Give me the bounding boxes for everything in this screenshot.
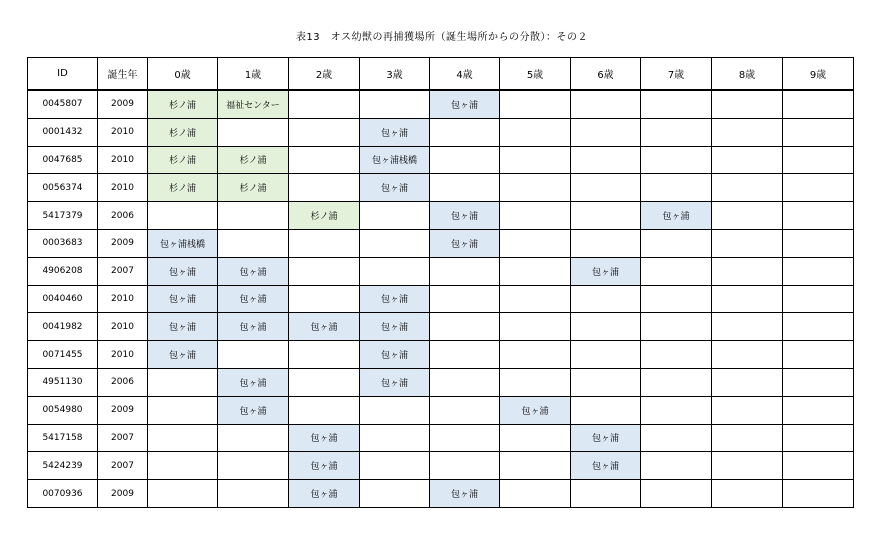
location-cell: 杉ノ浦 <box>148 90 218 118</box>
location-cell <box>641 368 712 396</box>
table-row <box>28 424 854 452</box>
location-cell <box>571 229 641 257</box>
location-cell: 包ヶ浦 <box>430 90 500 118</box>
column-header: 3歳 <box>360 58 430 91</box>
location-cell: 包ヶ浦 <box>430 229 500 257</box>
table-row <box>28 368 854 396</box>
column-header: 誕生年 <box>98 58 148 91</box>
location-cell: 包ヶ浦 <box>500 396 571 424</box>
location-cell <box>430 396 500 424</box>
location-cell <box>783 90 854 118</box>
column-header: 5歳 <box>500 58 571 91</box>
location-cell <box>218 424 289 452</box>
location-cell <box>500 174 571 202</box>
location-cell <box>289 368 360 396</box>
location-cell <box>783 452 854 480</box>
column-header: ID <box>28 58 98 91</box>
location-cell <box>712 146 783 174</box>
birth-year-cell: 2010 <box>98 285 148 313</box>
location-cell <box>500 480 571 508</box>
location-cell: 包ヶ浦 <box>641 202 712 230</box>
location-cell <box>783 368 854 396</box>
location-cell <box>289 257 360 285</box>
location-cell <box>712 313 783 341</box>
location-cell <box>148 396 218 424</box>
location-cell <box>783 424 854 452</box>
id-cell: 5417379 <box>28 202 98 230</box>
location-cell <box>783 257 854 285</box>
location-cell <box>712 424 783 452</box>
location-cell <box>218 202 289 230</box>
location-cell <box>641 257 712 285</box>
location-cell <box>712 90 783 118</box>
birth-year-cell: 2010 <box>98 313 148 341</box>
table-row <box>28 146 854 174</box>
table-row <box>28 90 854 118</box>
location-cell <box>218 229 289 257</box>
location-cell: 包ヶ浦桟橋 <box>148 229 218 257</box>
location-cell <box>571 118 641 146</box>
location-cell: 包ヶ浦 <box>218 285 289 313</box>
location-cell <box>430 257 500 285</box>
birth-year-cell: 2007 <box>98 452 148 480</box>
location-cell <box>500 368 571 396</box>
location-cell: 包ヶ浦 <box>360 285 430 313</box>
location-cell <box>641 146 712 174</box>
column-header: 7歳 <box>641 58 712 91</box>
location-cell <box>218 452 289 480</box>
location-cell: 包ヶ浦桟橋 <box>360 146 430 174</box>
id-cell: 0041982 <box>28 313 98 341</box>
location-cell: 包ヶ浦 <box>571 257 641 285</box>
location-cell <box>500 313 571 341</box>
location-cell <box>148 452 218 480</box>
location-cell <box>783 396 854 424</box>
location-cell <box>641 285 712 313</box>
table-row <box>28 174 854 202</box>
location-cell <box>218 480 289 508</box>
location-cell: 包ヶ浦 <box>360 118 430 146</box>
location-cell <box>360 202 430 230</box>
location-cell <box>571 285 641 313</box>
location-cell <box>148 368 218 396</box>
location-cell <box>571 396 641 424</box>
location-cell <box>360 90 430 118</box>
location-cell <box>641 396 712 424</box>
id-cell: 5417158 <box>28 424 98 452</box>
location-cell <box>500 285 571 313</box>
location-cell <box>783 202 854 230</box>
location-cell <box>500 341 571 369</box>
location-cell <box>783 229 854 257</box>
location-cell <box>500 257 571 285</box>
id-cell: 0071455 <box>28 341 98 369</box>
location-cell: 杉ノ浦 <box>289 202 360 230</box>
location-cell <box>783 285 854 313</box>
table-body <box>28 90 854 507</box>
location-cell <box>430 424 500 452</box>
location-cell <box>289 285 360 313</box>
birth-year-cell: 2007 <box>98 257 148 285</box>
recapture-table <box>27 57 854 508</box>
location-cell: 包ヶ浦 <box>148 285 218 313</box>
location-cell <box>500 424 571 452</box>
location-cell <box>360 229 430 257</box>
birth-year-cell: 2009 <box>98 396 148 424</box>
location-cell: 包ヶ浦 <box>360 174 430 202</box>
location-cell: 包ヶ浦 <box>360 368 430 396</box>
location-cell: 福祉センター <box>218 90 289 118</box>
location-cell <box>571 90 641 118</box>
table-row <box>28 452 854 480</box>
table-row <box>28 118 854 146</box>
id-cell: 0056374 <box>28 174 98 202</box>
location-cell <box>500 229 571 257</box>
location-cell <box>289 229 360 257</box>
id-cell: 0070936 <box>28 480 98 508</box>
location-cell <box>289 90 360 118</box>
id-cell: 0045807 <box>28 90 98 118</box>
location-cell <box>783 341 854 369</box>
birth-year-cell: 2010 <box>98 118 148 146</box>
id-cell: 5424239 <box>28 452 98 480</box>
id-cell: 4951130 <box>28 368 98 396</box>
location-cell <box>571 313 641 341</box>
location-cell: 包ヶ浦 <box>571 452 641 480</box>
column-header: 4歳 <box>430 58 500 91</box>
location-cell <box>360 396 430 424</box>
id-cell: 4906208 <box>28 257 98 285</box>
location-cell <box>571 146 641 174</box>
location-cell <box>500 90 571 118</box>
table-row <box>28 480 854 508</box>
table-row <box>28 285 854 313</box>
location-cell <box>641 90 712 118</box>
column-header: 0歳 <box>148 58 218 91</box>
column-header: 2歳 <box>289 58 360 91</box>
birth-year-cell: 2009 <box>98 480 148 508</box>
location-cell: 杉ノ浦 <box>148 118 218 146</box>
location-cell <box>571 480 641 508</box>
location-cell <box>571 341 641 369</box>
birth-year-cell: 2006 <box>98 202 148 230</box>
location-cell <box>360 452 430 480</box>
birth-year-cell: 2010 <box>98 146 148 174</box>
location-cell <box>289 341 360 369</box>
location-cell <box>641 480 712 508</box>
location-cell: 包ヶ浦 <box>360 313 430 341</box>
location-cell <box>641 452 712 480</box>
location-cell <box>641 118 712 146</box>
location-cell <box>360 424 430 452</box>
birth-year-cell: 2010 <box>98 174 148 202</box>
location-cell <box>430 174 500 202</box>
location-cell <box>712 368 783 396</box>
id-cell: 0003683 <box>28 229 98 257</box>
location-cell <box>218 341 289 369</box>
location-cell <box>571 368 641 396</box>
location-cell: 包ヶ浦 <box>289 452 360 480</box>
location-cell: 杉ノ浦 <box>148 146 218 174</box>
location-cell: 包ヶ浦 <box>289 313 360 341</box>
location-cell <box>783 146 854 174</box>
id-cell: 0001432 <box>28 118 98 146</box>
location-cell <box>500 202 571 230</box>
column-header: 6歳 <box>571 58 641 91</box>
location-cell: 包ヶ浦 <box>571 424 641 452</box>
location-cell <box>712 341 783 369</box>
location-cell <box>289 118 360 146</box>
id-cell: 0047685 <box>28 146 98 174</box>
location-cell: 包ヶ浦 <box>289 424 360 452</box>
location-cell <box>641 313 712 341</box>
header-row <box>28 58 854 91</box>
id-cell: 0040460 <box>28 285 98 313</box>
location-cell <box>641 341 712 369</box>
location-cell <box>289 174 360 202</box>
location-cell <box>712 480 783 508</box>
location-cell <box>571 174 641 202</box>
location-cell <box>783 174 854 202</box>
location-cell <box>500 118 571 146</box>
birth-year-cell: 2010 <box>98 341 148 369</box>
location-cell <box>783 313 854 341</box>
table-row <box>28 313 854 341</box>
location-cell <box>712 452 783 480</box>
location-cell <box>641 174 712 202</box>
column-header: 8歳 <box>712 58 783 91</box>
location-cell: 包ヶ浦 <box>430 202 500 230</box>
birth-year-cell: 2009 <box>98 90 148 118</box>
location-cell <box>430 368 500 396</box>
location-cell <box>500 452 571 480</box>
location-cell: 包ヶ浦 <box>360 341 430 369</box>
column-header: 1歳 <box>218 58 289 91</box>
location-cell <box>289 146 360 174</box>
location-cell: 杉ノ浦 <box>148 174 218 202</box>
table-row <box>28 341 854 369</box>
location-cell: 包ヶ浦 <box>218 257 289 285</box>
table-title: 表13 オス幼獣の再捕獲場所（誕生場所からの分散）：その２ <box>295 32 589 43</box>
location-cell: 包ヶ浦 <box>148 257 218 285</box>
location-cell <box>712 396 783 424</box>
location-cell: 包ヶ浦 <box>148 313 218 341</box>
location-cell: 包ヶ浦 <box>148 341 218 369</box>
table-row <box>28 396 854 424</box>
location-cell <box>641 229 712 257</box>
location-cell <box>430 341 500 369</box>
location-cell: 包ヶ浦 <box>218 396 289 424</box>
location-cell <box>712 202 783 230</box>
table-row <box>28 257 854 285</box>
location-cell <box>712 285 783 313</box>
location-cell <box>712 174 783 202</box>
id-cell: 0054980 <box>28 396 98 424</box>
location-cell <box>641 424 712 452</box>
column-header: 9歳 <box>783 58 854 91</box>
location-cell <box>430 146 500 174</box>
location-cell <box>430 313 500 341</box>
location-cell <box>571 202 641 230</box>
location-cell <box>148 424 218 452</box>
birth-year-cell: 2006 <box>98 368 148 396</box>
location-cell <box>430 452 500 480</box>
location-cell <box>712 229 783 257</box>
location-cell <box>430 285 500 313</box>
location-cell: 杉ノ浦 <box>218 146 289 174</box>
location-cell: 包ヶ浦 <box>218 313 289 341</box>
location-cell <box>148 480 218 508</box>
location-cell: 包ヶ浦 <box>218 368 289 396</box>
location-cell <box>289 396 360 424</box>
location-cell <box>360 257 430 285</box>
location-cell: 包ヶ浦 <box>289 480 360 508</box>
location-cell: 杉ノ浦 <box>218 174 289 202</box>
location-cell <box>783 480 854 508</box>
table-row <box>28 229 854 257</box>
table-row <box>28 202 854 230</box>
birth-year-cell: 2009 <box>98 229 148 257</box>
location-cell <box>148 202 218 230</box>
location-cell <box>783 118 854 146</box>
location-cell <box>500 146 571 174</box>
location-cell <box>712 118 783 146</box>
location-cell <box>430 118 500 146</box>
location-cell <box>218 118 289 146</box>
location-cell: 包ヶ浦 <box>430 480 500 508</box>
location-cell <box>360 480 430 508</box>
location-cell <box>712 257 783 285</box>
birth-year-cell: 2007 <box>98 424 148 452</box>
